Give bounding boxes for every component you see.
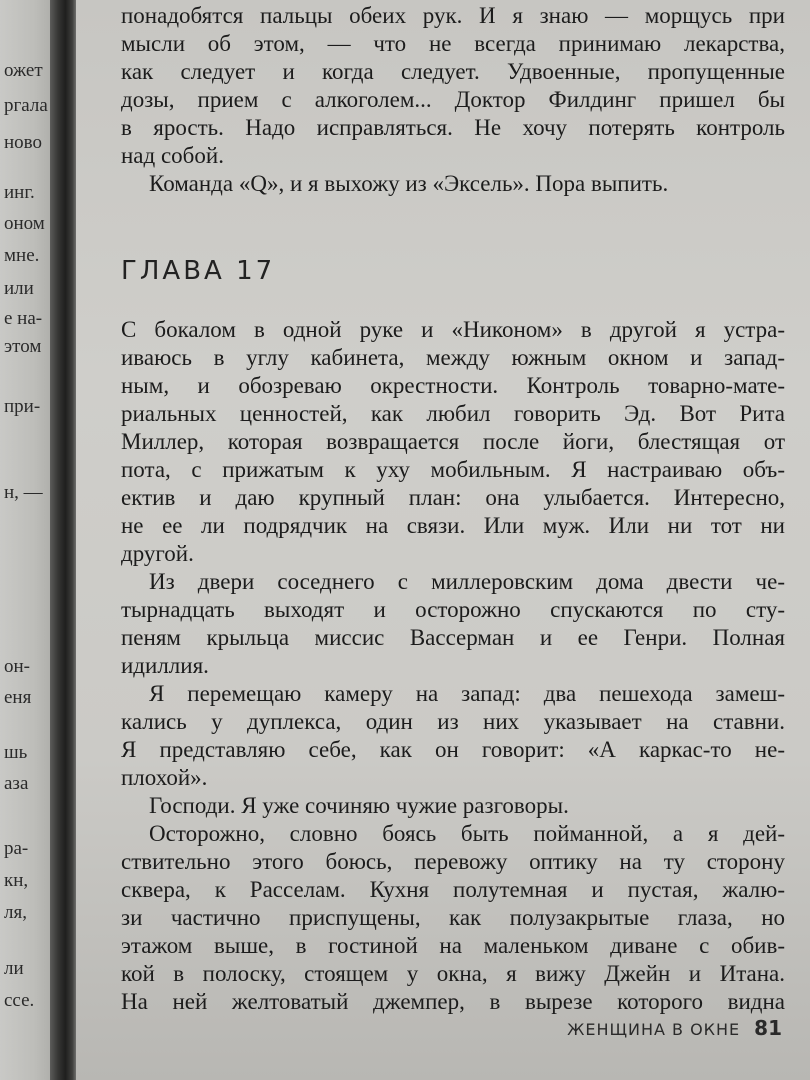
book-title: ЖЕНЩИНА В ОКНЕ (567, 1020, 741, 1039)
text-line: С бокалом в одной руке и «Никоном» в другой я устра- (121, 317, 785, 342)
top-paragraph (121, 2, 785, 198)
text-line: сквера, к Расселам. Кухня полутемная и пустая, жалю- (121, 877, 785, 902)
text-line: риальных ценностей, как любил говорить Эд. Вот Рита (121, 401, 785, 426)
text-line: Миллер, которая возвращается после йоги, блестящая от (121, 429, 785, 454)
left-page-fragment: ля, (4, 902, 27, 923)
left-page-fragment: этом (4, 336, 42, 357)
text-line: На ней желтоватый джемпер, в вырезе которого видна (121, 989, 785, 1014)
text-line: зи частично приспущены, как полузакрытые глаза, но (121, 905, 785, 930)
text-line: Я перемещаю камеру на запад: два пешехода замеш- (149, 681, 785, 706)
left-page-fragment: ли (4, 958, 24, 979)
left-page-fragment: аза (4, 773, 29, 794)
left-page-fragment: шь (4, 742, 28, 763)
left-page-fragment: или (4, 278, 34, 299)
text-line: как следует и когда следует. Удвоенные, пропущенные (121, 59, 785, 84)
text-line: дозы, прием с алкоголем... Доктор Филдинг пришел бы (121, 87, 785, 112)
text-line: не ее ли подрядчик на связи. Или муж. Или ни тот ни (121, 513, 785, 538)
text-line: Господи. Я уже сочиняю чужие разговоры. (149, 793, 569, 818)
left-page-fragment: инг. (4, 182, 35, 203)
left-page-fragment: ра- (4, 838, 29, 859)
left-page-fragment: кн, (4, 870, 29, 891)
left-page-fragment: ново (4, 132, 43, 153)
text-line: пота, с прижатым к уху мобильным. Я настраиваю объ- (121, 457, 785, 482)
book-gutter (50, 0, 78, 1080)
text-line: Осторожно, словно боясь быть пойманной, а я дей- (149, 821, 785, 846)
book-page (76, 0, 810, 1080)
text-line: иваюсь в углу кабинета, между южным окном и запад- (121, 345, 785, 370)
left-page-fragment: мне. (4, 245, 40, 266)
left-page-fragment: еня (4, 687, 32, 708)
left-page-fragment: ожет (4, 60, 43, 81)
text-line: другой. (121, 541, 194, 566)
text-line: в ярость. Надо исправляться. Не хочу потерять контроль (121, 115, 785, 140)
text-line: над собой. (121, 143, 224, 168)
left-page-fragment: при- (4, 396, 41, 417)
text-line: тырнадцать выходят и осторожно спускаются по сту- (121, 597, 785, 622)
text-line: понадобятся пальцы обеих рук. И я знаю — морщусь при (121, 3, 785, 28)
text-line: кались у дуплекса, один из них указывает на ставни. (121, 709, 785, 734)
text-line: Из двери соседнего с миллеровским дома двести че- (149, 569, 785, 594)
text-line: этажом выше, в гостиной на маленьком диване с обив- (121, 933, 785, 958)
page-number: 81 (754, 1016, 782, 1040)
text-line: Команда «Q», и я выхожу из «Эксель». Пора выпить. (149, 171, 669, 196)
text-line: ным, и обозреваю окрестности. Контроль товарно-мате- (121, 373, 785, 398)
left-page-fragment: он- (4, 656, 30, 677)
text-line: ектив и даю крупный план: она улыбается. Интересно, (121, 485, 785, 510)
text-line: пеням крыльца миссис Вассерман и ее Генри. Полная (121, 625, 785, 650)
text-line: ствительно этого боюсь, перевожу оптику на ту сторону (121, 849, 785, 874)
left-page-fragment: е на- (4, 308, 43, 329)
left-page-fragment: н, — (4, 482, 43, 503)
text-line: плохой». (121, 765, 208, 790)
chapter-title: ГЛАВА 17 (121, 256, 276, 286)
chapter-body (121, 316, 785, 1016)
left-page-fragment: ргала (4, 95, 48, 116)
text-line: мысли об этом, — что не всегда принимаю лекарства, (121, 31, 785, 56)
running-footer (567, 1016, 782, 1040)
text-line: Я представляю себе, как он говорит: «А каркас-то не- (121, 737, 785, 762)
left-page-fragment: ссе. (4, 990, 35, 1011)
text-line: кой в полоску, стоящем у окна, я вижу Джейн и Итана. (121, 961, 785, 986)
text-line: идиллия. (121, 653, 209, 678)
left-page-fragment: оном (4, 213, 45, 234)
